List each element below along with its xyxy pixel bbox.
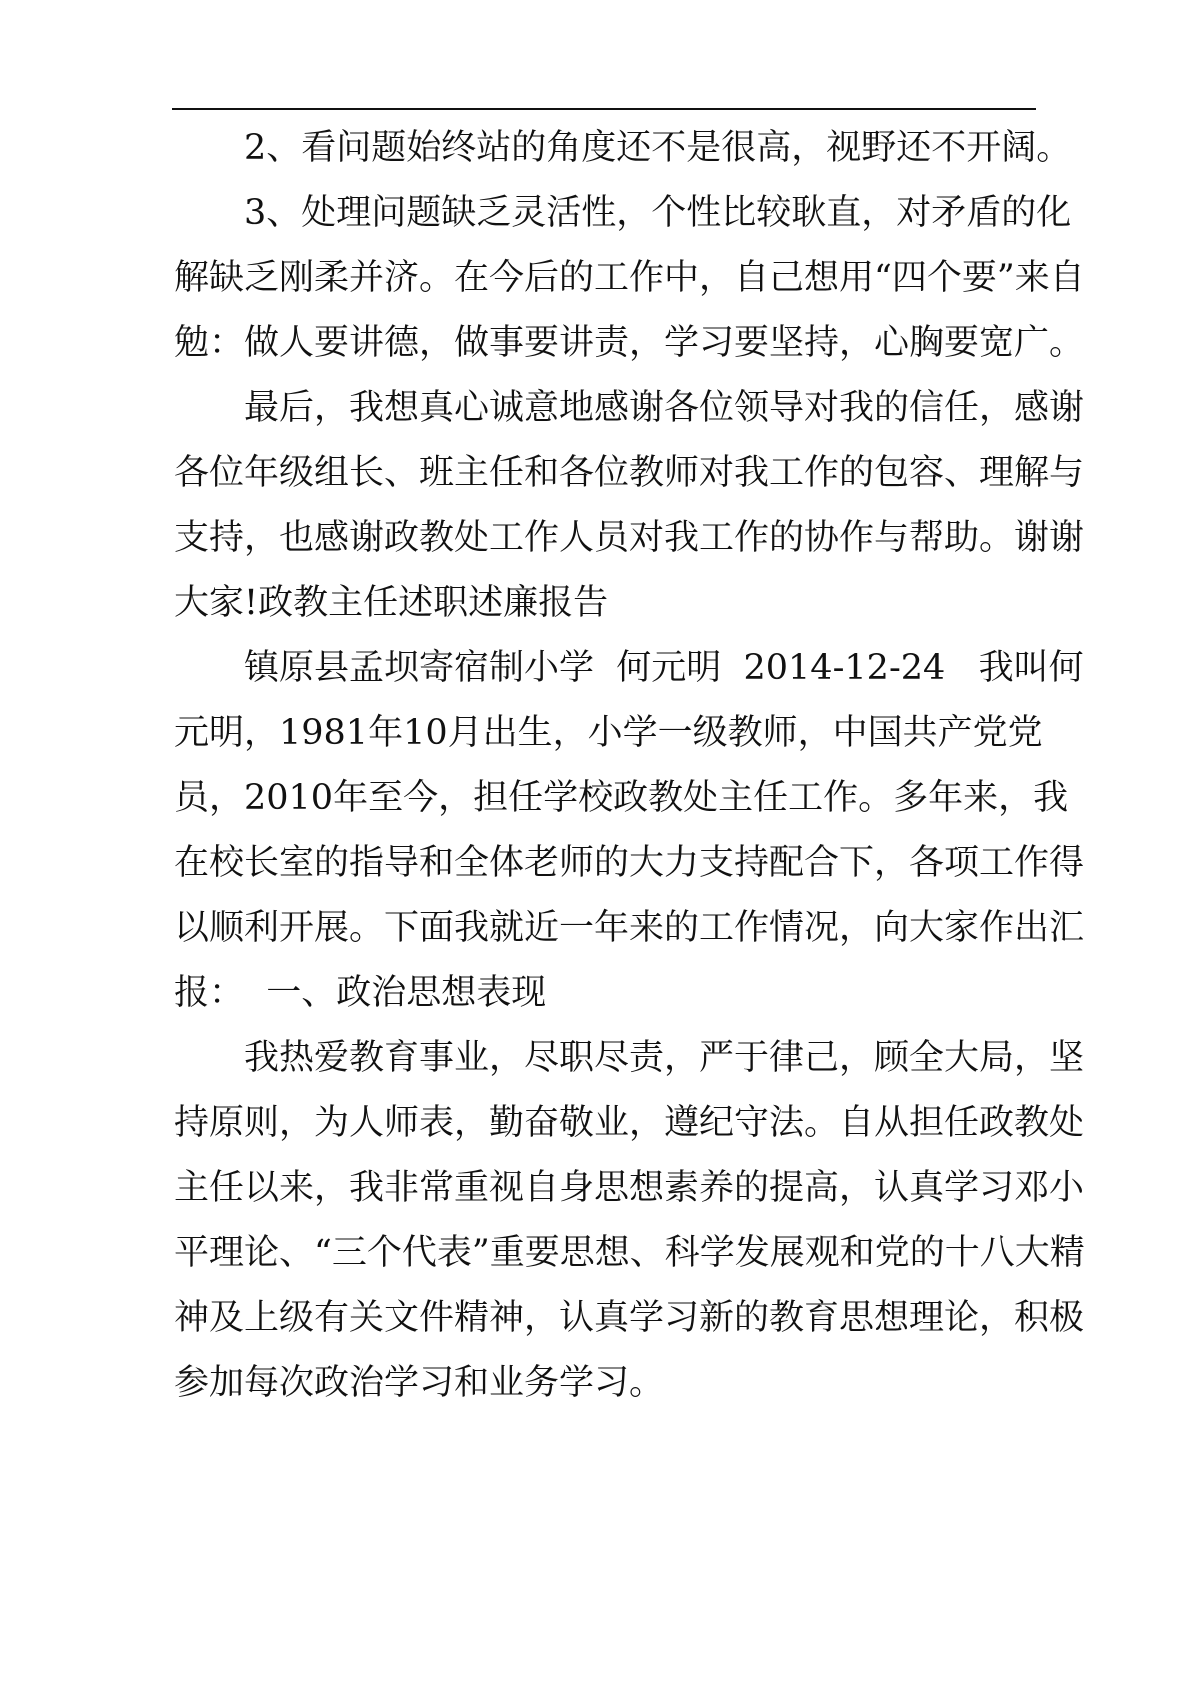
paragraph-thanks: 最后，我想真心诚意地感谢各位领导对我的信任，感谢各位年级组长、班主任和各位教师对我工作的包容、理解与支持，也感谢政教处工作人员对我工作的协作与帮助。谢谢大家!政教主任述职述廉报告 xyxy=(174,388,1085,623)
paragraph-problem-2: 2、看问题始终站的角度还不是很高，视野还不开阔。 xyxy=(244,128,1072,168)
header-rule xyxy=(172,108,1036,110)
body-text xyxy=(174,116,1094,1416)
paragraph-report-intro: 镇原县孟坝寄宿制小学 何元明 2014-12-24 我叫何元明，1981年10月出生，小学一级教师，中国共产党党员，2010年至今，担任学校政教处主任工作。多年来，我在校长室的指导和全体老师的大力支持配合下，各项工作得以顺利开展。下面我就近一年来的工作情况，向大家作出汇报： 一、政治思想表现 xyxy=(174,648,1085,1013)
paragraph-problem-3: 3、处理问题缺乏灵活性，个性比较耿直，对矛盾的化解缺乏刚柔并济。在今后的工作中，自己想用“四个要”来自勉：做人要讲德，做事要讲责，学习要坚持，心胸要宽广。 xyxy=(174,193,1085,363)
paragraph-political-thought: 我热爱教育事业，尽职尽责，严于律己，顾全大局，坚持原则，为人师表，勤奋敬业，遵纪守法。自从担任政教处主任以来，我非常重视自身思想素养的提高，认真学习邓小平理论、“三个代表”重要思想、科学发展观和党的十八大精神及上级有关文件精神，认真学习新的教育思想理论，积极参加每次政治学习和业务学习。 xyxy=(174,1038,1085,1403)
